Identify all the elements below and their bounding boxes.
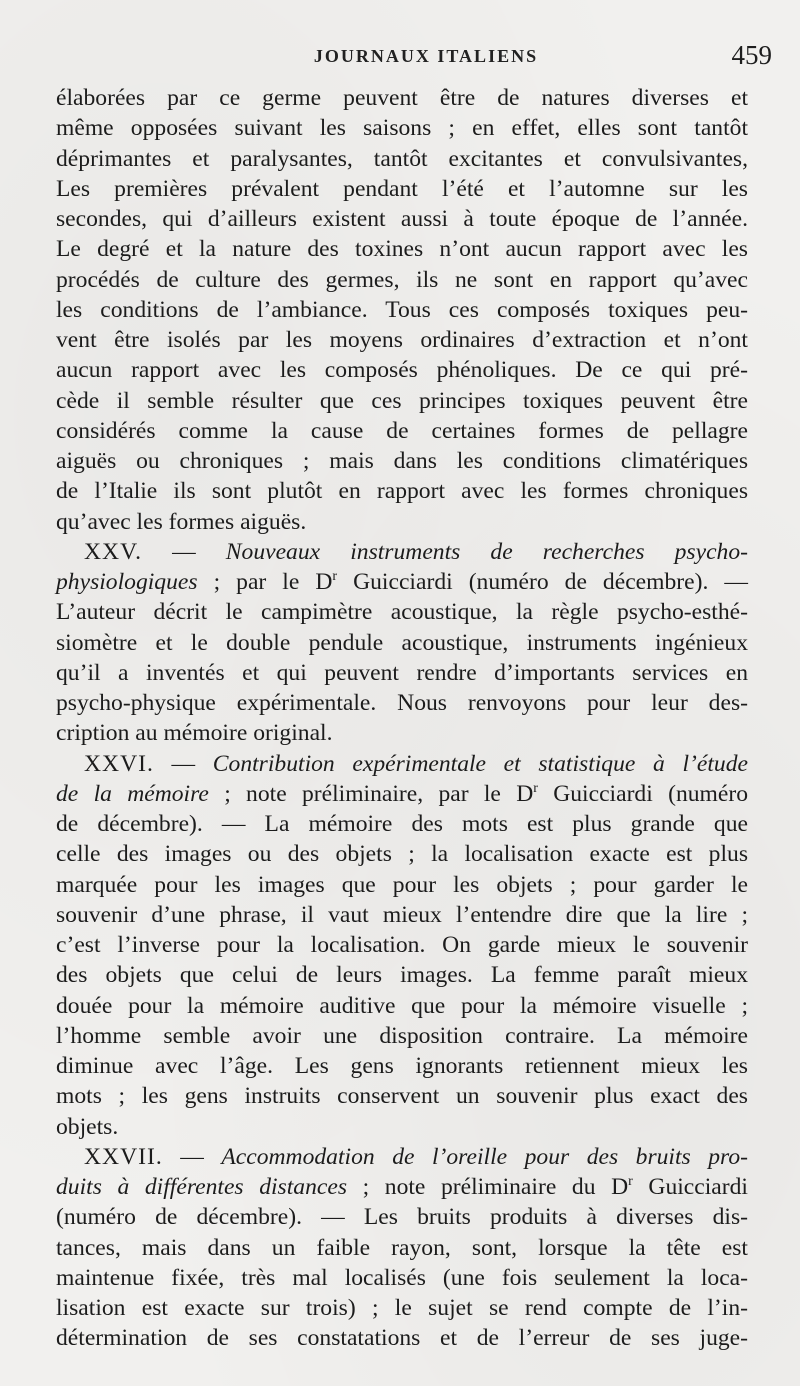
section-byline: ; par le D <box>197 569 333 595</box>
text-line: douée pour la mémoire auditive que pour la mémoire visuelle ; <box>56 992 748 1019</box>
section-byline-cont: Guicciardi (numéro <box>537 780 749 807</box>
text-line: l’homme semble avoir une disposition contraire. La mémoire <box>56 1022 748 1049</box>
section-byline-line <box>56 779 748 809</box>
section-dash: — <box>153 750 213 777</box>
text-line: détermination de ses constatations et de l’erreur de ses juge- <box>56 1325 748 1352</box>
text-line: (numéro de décembre). — Les bruits produits à diverses dis- <box>56 1204 748 1231</box>
section-byline: ; note préliminaire, par le D <box>208 780 534 807</box>
text-line: de l’Italie ils sont plutôt en rapport avec les formes chroniques <box>56 478 748 505</box>
section-xxv <box>56 537 748 749</box>
text-line: procédés de culture des germes, ils ne sont en rapport qu’avec <box>56 266 748 293</box>
section-title-cont: duits à différentes distances <box>56 1174 348 1200</box>
intro-paragraph <box>56 83 748 537</box>
text-line: siomètre et le double pendule acoustique, instruments ingénieux <box>56 629 748 656</box>
text-line: cède il semble résulter que ces principes toxiques peuvent être <box>56 387 748 414</box>
text-line: vent être isolés par les moyens ordinaires d’extraction et n’ont <box>56 327 748 353</box>
text-line: les conditions de l’ambiance. Tous ces composés toxiques peu- <box>56 296 748 323</box>
page-number: 459 <box>731 40 772 70</box>
running-head: JOURNAUX ITALIENS <box>313 46 539 66</box>
text-line: déprimantes et paralysantes, tantôt excitantes et convulsivantes, <box>56 145 748 172</box>
section-numeral: XXVII. <box>84 1143 163 1170</box>
text-line: même opposées suivant les saisons ; en effet, elles sont tantôt <box>56 115 748 142</box>
text-line: maintenue fixée, très mal localisés (une fois seulement la loca- <box>56 1264 748 1291</box>
section-byline-line <box>56 567 748 597</box>
text-line: Les premières prévalent pendant l’été et l’automne sur les <box>56 175 748 202</box>
section-xxvi <box>56 749 748 1142</box>
section-heading-line <box>56 749 748 779</box>
text-line: des objets que celui de leurs images. La femme paraît mieux <box>56 962 748 989</box>
text-line: aucun rapport avec les composés phénoliques. De ce qui pré- <box>56 357 748 384</box>
section-title-cont: physiologiques <box>56 569 198 595</box>
section-title-cont: de la mémoire <box>56 780 209 807</box>
text-line: marquée pour les images que pour les objets ; pour garder le <box>56 871 748 898</box>
page-header <box>56 40 772 76</box>
text-line: diminue avec l’âge. Les gens ignorants retiennent mieux les <box>56 1053 748 1079</box>
section-dash: — <box>141 538 226 565</box>
text-line: souvenir d’une phrase, il vaut mieux l’entendre dire que la lire ; <box>56 901 748 928</box>
text-line: qu’avec les formes aiguës. <box>56 508 307 535</box>
section-heading-line <box>56 537 748 567</box>
section-dash: — <box>162 1143 222 1170</box>
text-line: considérés comme la cause de certaines formes de pellagre <box>56 417 748 444</box>
text-line: celle des images ou des objets ; la localisation exacte est plus <box>56 841 748 868</box>
text-line: tances, mais dans un faible rayon, sont, lorsque la tête est <box>56 1234 748 1261</box>
superscript: r <box>628 1174 633 1189</box>
text-line: c’est l’inverse pour la localisation. On garde mieux le souvenir <box>56 932 748 958</box>
text-line: cription au mémoire original. <box>56 720 333 747</box>
section-title: Contribution expérimentale et statistique à l’étude <box>212 750 748 777</box>
body-text <box>56 83 748 1354</box>
superscript: r <box>533 780 538 796</box>
section-byline: ; note préliminaire du D <box>347 1174 629 1200</box>
text-line: objets. <box>56 1113 119 1140</box>
section-byline-cont: Guicciardi <box>632 1174 748 1200</box>
section-xxvii <box>56 1142 748 1354</box>
text-line: secondes, qui d’ailleurs existent aussi à toute époque de l’année. <box>56 206 748 232</box>
section-title: Accommodation de l’oreille pour des bruits pro- <box>221 1143 748 1170</box>
superscript: r <box>332 569 338 584</box>
text-line: lisation est exacte sur trois) ; le sujet se rend compte de l’in- <box>56 1295 748 1321</box>
section-title: Nouveaux instruments de recherches psycho- <box>225 538 749 565</box>
section-byline-line <box>56 1172 748 1202</box>
text-line: élaborées par ce germe peuvent être de natures diverses et <box>56 85 748 111</box>
section-byline-cont: Guicciardi (numéro de décembre). — <box>337 569 748 595</box>
text-line: de décembre). — La mémoire des mots est plus grande que <box>56 811 748 837</box>
section-numeral: XXV. <box>84 538 142 565</box>
text-line: mots ; les gens instruits conservent un souvenir plus exact des <box>56 1083 748 1110</box>
section-heading-line <box>56 1142 748 1172</box>
text-line: qu’il a inventés et qui peuvent rendre d’importants services en <box>56 659 748 686</box>
text-line: aiguës ou chroniques ; mais dans les conditions climatériques <box>56 448 748 474</box>
text-line: L’auteur décrit le campimètre acoustique, la règle psycho-esthé- <box>56 599 748 626</box>
text-line: psycho-physique expérimentale. Nous renvoyons pour leur des- <box>56 690 748 716</box>
section-numeral: XXVI. <box>84 750 154 777</box>
text-line: Le degré et la nature des toxines n’ont aucun rapport avec les <box>56 236 748 263</box>
